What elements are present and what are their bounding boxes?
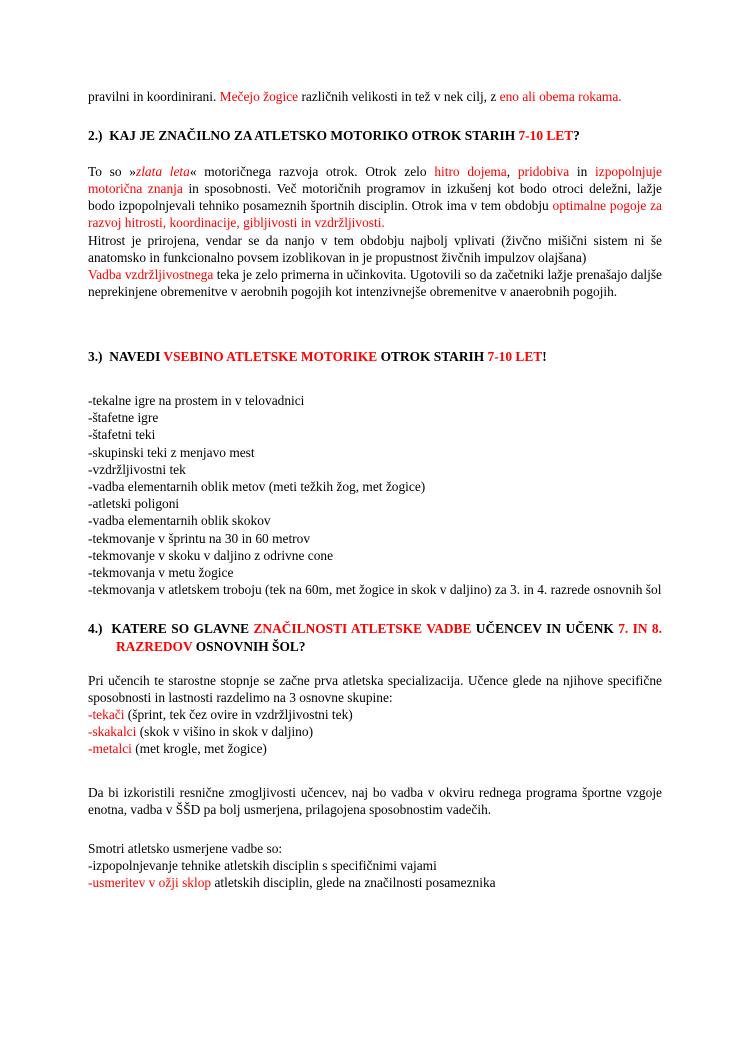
answer-2-paragraph-3 [88,266,662,300]
answer-3-list [88,392,662,598]
a2p3-text: teka je zelo primerna in učinkovita. Ugotovili so da začetniki lažje prenašajo daljše neprekinjene obremenitve v aerobnih pogojih kot intenzivnejše obremenitve v anaerobnih pogojih. [88,267,662,300]
question-4-text-3: OSNOVNIH ŠOL? [192,639,306,655]
list-item [88,857,662,874]
a2p1-highlight-4: optimalne pogoje za razvoj hitrosti, koordinacije, gibljivosti in vzdržljivosti. [88,198,663,231]
group-label: -metalci [88,741,132,757]
list-item: -tekmovanje v skoku v daljino z odrivne cone [88,547,334,563]
a2p3-highlight: Vadba vzdržljivostnega [88,267,214,283]
group-detail: (met krogle, met žogice) [131,741,267,757]
a2p1-text-3: , [506,163,518,179]
question-4-highlight-2: 7. IN 8. RAZREDOV [116,621,662,655]
a2p1-text-2: « motoričnega razvoja otrok. Otrok zelo [189,163,435,179]
a2p1-highlight-1: hitro dojema [434,163,507,179]
list-item [88,723,662,740]
list-item [88,874,662,891]
group-detail: (šprint, tek čez ovire in vzdržljivostni tek) [124,707,353,723]
top-para-text-2: različnih velikosti in tež v nek cilj, z [298,89,500,104]
answer-4-groups-list [88,706,662,758]
answer-4-paragraph-2: Da bi izkoristili resnične zmogljivosti učencev, naj bo vadba v okviru rednega programa športne vzgoje enotna, vadba v ŠŠD pa bolj usmerjena, prilagojena sposobnostim vadečih. [88,784,662,817]
question-3-number: 3.) [88,349,103,365]
a2p1-text-4: in [569,163,596,179]
spacer [88,758,662,784]
list-item: -atletski poligoni [88,496,180,512]
question-4-text-1: KATERE SO GLAVNE [111,621,254,637]
answer-2-paragraph-2: Hitrost je prirojena, vendar se da nanjo v tem obdobju najbolj vplivati (živčno mišični sistem ni še anatomsko in funkcionalno povsem izoblikovan in je propustnost živčnih impulzov olajšana) [88,232,662,265]
aim-detail: atletskih disciplin, glede na značilnosti posameznika [211,875,496,891]
list-item: -tekmovanja v metu žogice [88,565,234,581]
spacer [88,145,662,163]
group-label: -skakalci [88,724,137,740]
list-item: -štafetni teki [88,427,156,443]
question-2-highlight: 7-10 LET [518,128,574,144]
document-body [88,88,662,892]
group-detail: (skok v višino in skok v daljino) [136,724,314,740]
question-3-highlight-2: 7-10 LET [487,349,543,365]
aims-intro: Smotri atletsko usmerjene vadbe so: [88,841,283,857]
spacer [88,300,662,348]
a2p1-text-5: in sposobnosti. Več motoričnih programov in izkušenj kot bodo otroci deležni, lažje bodo izpopolnjevali tehniko posameznih športnih disciplin. Otrok ima v tem obdobju [88,181,662,214]
spacer [88,366,662,392]
list-item: -štafetne igre [88,410,159,426]
question-3-heading [88,348,662,366]
top-para-highlight-2: eno ali obema rokama. [499,89,622,104]
question-3-highlight-1: VSEBINO ATLETSKE MOTORIKE [163,349,378,365]
list-item: -vadba elementarnih oblik metov (meti težkih žog, met žogice) [88,479,426,495]
list-item: -skupinski teki z menjavo mest [88,444,255,460]
answer-4-paragraph-1: Pri učencih te starostne stopnje se začne prva atletska specializacija. Učence glede na njihove specifične sposobnosti in lastnosti razdelimo na 3 osnovne skupine: [88,672,662,705]
group-label: -tekači [88,707,125,723]
question-4-text-2: UČENCEV IN UČENK [471,621,619,637]
top-continuation-paragraph [88,88,662,105]
question-4-number: 4.) [88,621,103,637]
answer-4-aims-list [88,840,662,892]
question-2-number: 2.) [88,128,103,144]
list-item: -tekmovanje v šprintu na 30 in 60 metrov [88,530,311,546]
a2p1-text-1: To so » [88,163,136,179]
top-para-highlight-1: Mečejo žogice [219,89,299,104]
a2p1-highlight-3: izpopolnjuje motorična znanja [88,163,662,196]
a2p1-highlight-zlata-leta: zlata leta [135,163,190,179]
spacer [88,818,662,840]
question-2-heading [88,127,662,145]
question-2-text-1: KAJ JE ZNAČILNO ZA ATLETSKO MOTORIKO OTROK STARIH [109,128,519,144]
spacer [88,656,662,672]
question-3-text-3: ! [542,349,547,365]
top-para-text-1: pravilni in koordinirani. [88,89,220,104]
aim-label: -usmeritev v ožji sklop [88,875,212,891]
question-3-text-1: NAVEDI [109,349,164,365]
question-4-highlight-1: ZNAČILNOSTI ATLETSKE VADBE [253,621,472,637]
question-2-text-2: ? [573,128,580,144]
list-item [88,706,662,723]
list-item: -tekmovanja v atletskem troboju (tek na 60m, met žogice in skok v daljino) za 3. in 4. razrede osnovnih šol [88,582,662,598]
aim-detail: -izpopolnjevanje tehnike atletskih disciplin s specifičnimi vajami [88,858,437,874]
spacer [88,598,662,620]
list-item: -vzdržljivostni tek [88,461,186,477]
question-3-text-2: OTROK STARIH [377,349,488,365]
list-item: -vadba elementarnih oblik skokov [88,513,271,529]
list-item: -tekalne igre na prostem in v telovadnici [88,393,305,409]
spacer [88,105,662,127]
question-4-heading [88,620,662,655]
a2p1-highlight-2: pridobiva [517,163,570,179]
list-item [88,740,662,757]
answer-2-paragraph-1 [88,163,662,232]
